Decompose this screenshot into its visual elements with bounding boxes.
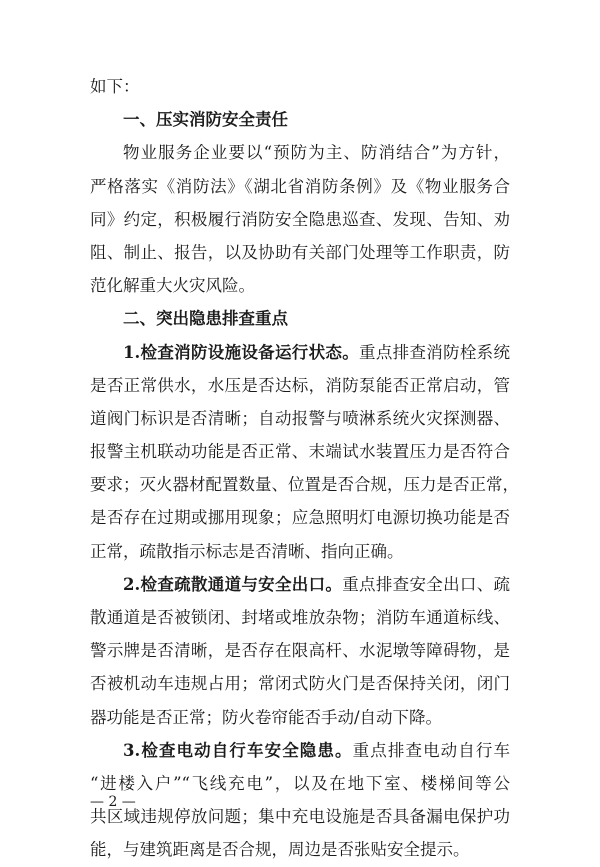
item-1-line: 道阀门标识是否清晰；自动报警与喷淋系统火灾探测器、: [90, 408, 510, 428]
page-number: — 2 —: [90, 794, 136, 810]
item-1-line: 正常，疏散指示标志是否清晰、指向正确。: [90, 541, 404, 561]
item-1-line: 要求；灭火器材配置数量、位置是否合规，压力是否正常，: [90, 475, 519, 495]
section-1-line: 范化解重大火灾风险。: [90, 276, 255, 296]
section-1-line: 阻、制止、报告，以及协助有关部门处理等工作职责，防: [90, 242, 510, 262]
item-3-first-rest: 重点排查电动自行车: [352, 740, 511, 760]
section-2-heading: 二、突出隐患排查重点: [123, 309, 288, 329]
item-1-line: 是否正常供水，水压是否达标，消防泵能否正常启动，管: [90, 375, 510, 395]
section-1-line: 物业服务企业要以“预防为主、防消结合”为方针，: [123, 143, 510, 163]
intro-line: 如下：: [90, 77, 140, 96]
section-1-heading: 一、压实消防安全责任: [123, 110, 288, 130]
item-2-line: 器功能是否正常；防火卷帘能否手动/自动下降。: [90, 707, 443, 727]
item-2-first-line: [90, 568, 510, 601]
item-3-title: 3.检查电动自行车安全隐患。: [123, 740, 353, 760]
item-3-line: 能，与建筑距离是否合规，周边是否张贴安全提示。: [90, 840, 470, 860]
document-body: [90, 70, 519, 867]
item-1-first-rest: 重点排查消防栓系统: [359, 342, 510, 362]
item-2-line: 否被机动车违规占用；常闭式防火门是否保持关闭，闭门: [90, 674, 510, 694]
item-2-title: 2.检查疏散通道与安全出口。: [123, 574, 343, 594]
item-1-title: 1.检查消防设施设备运行状态。: [123, 342, 360, 362]
item-1-line: 是否存在过期或挪用现象；应急照明灯电源切换功能是否: [90, 508, 510, 528]
item-2-line: 警示牌是否清晰，是否存在限高杆、水泥墩等障碍物，是: [90, 641, 510, 661]
item-3-first-line: [90, 734, 510, 767]
item-2-line: 散通道是否被锁闭、封堵或堆放杂物；消防车通道标线、: [90, 608, 510, 627]
section-1-line: 严格落实《消防法》《湖北省消防条例》及《物业服务合: [90, 176, 510, 196]
item-3-line: 共区域违规停放问题；集中充电设施是否具备漏电保护功: [90, 807, 510, 827]
item-3-line: “进楼入户”“飞线充电”，以及在地下室、楼梯间等公: [90, 773, 510, 793]
item-2-first-rest: 重点排查安全出口、疏: [342, 574, 511, 594]
section-1-line: 同》约定，积极履行消防安全隐患巡查、发现、告知、劝: [90, 209, 510, 229]
item-1-first-line: [90, 336, 510, 369]
item-1-line: 报警主机联动功能是否正常、末端试水装置压力是否符合: [90, 442, 510, 462]
